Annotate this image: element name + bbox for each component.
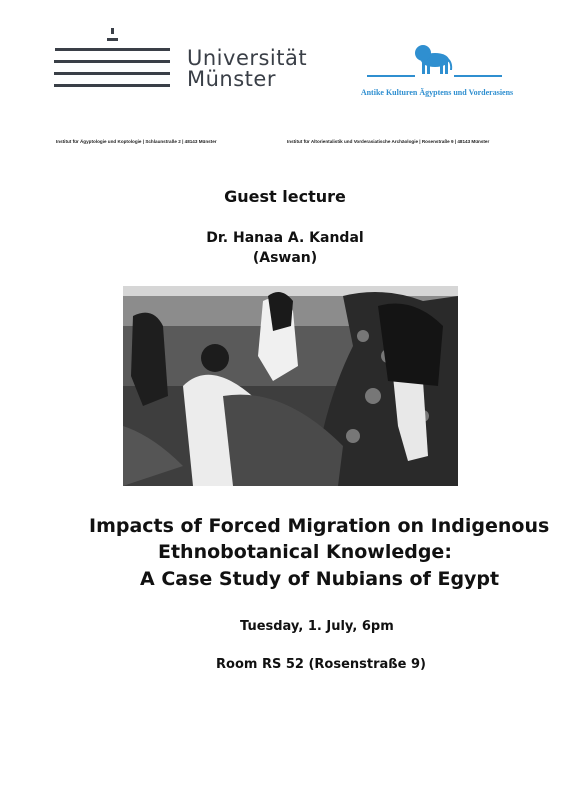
lecture-title-line-1: Impacts of Forced Migration on Indigenous	[89, 515, 550, 537]
speaker-affiliation: (Aswan)	[252, 250, 318, 266]
university-name-line2: Münster	[187, 67, 276, 91]
university-logo	[54, 28, 308, 98]
institute-logo	[352, 42, 522, 102]
speaker-name: Dr. Hanaa A. Kandal	[206, 230, 364, 246]
university-name-line1: Universität	[187, 46, 308, 70]
lecture-title-line-2: Ethnobotanical Knowledge:	[158, 541, 452, 563]
lecture-title-line-3: A Case Study of Nubians of Egypt	[140, 568, 500, 590]
address-left: Institut für Ägyptologie und Koptologie | Schlaunstraße 2 | 48143 Münster	[56, 139, 217, 144]
event-room: Room RS 52 (Rosenstraße 9)	[216, 657, 426, 672]
university-name	[187, 48, 307, 90]
event-type: Guest lecture	[224, 187, 346, 206]
institute-name: Antike Kulturen Ägyptens und Vorderasiens	[360, 88, 514, 97]
event-date: Tuesday, 1. July, 6pm	[240, 619, 394, 634]
address-right: Institut für Altorientalistik und Vorderasiatische Archäologie | Rosenstraße 9 | 48143 Münster	[287, 139, 490, 144]
lion-icon	[412, 42, 454, 76]
event-photo	[123, 286, 458, 486]
